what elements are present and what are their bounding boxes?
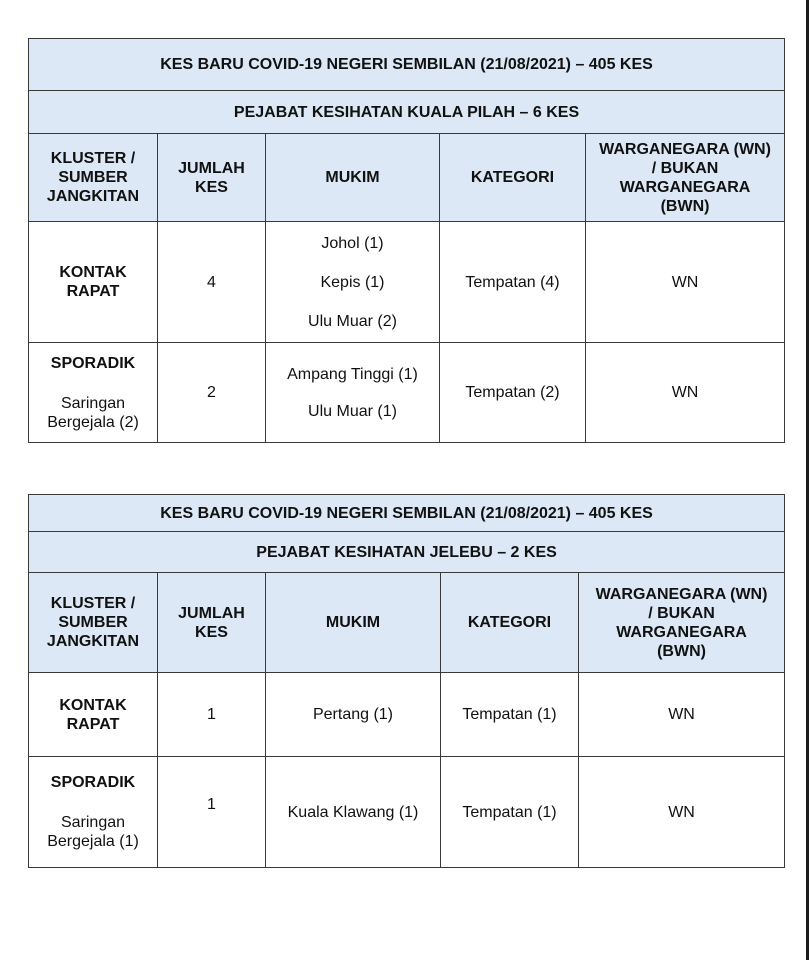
mukim-cell: Pertang (1) xyxy=(266,673,441,757)
case-table-jelebu xyxy=(28,494,785,868)
header-jumlah: JUMLAH KES xyxy=(158,134,266,222)
cluster-cell: KONTAK RAPAT xyxy=(29,222,158,343)
case-table-kuala-pilah xyxy=(28,38,785,443)
table-row xyxy=(29,757,785,868)
header-cluster: KLUSTER / SUMBER JANGKITAN xyxy=(29,134,158,222)
header-kategori: KATEGORI xyxy=(441,573,579,673)
table-row xyxy=(29,222,785,343)
header-jumlah: JUMLAH KES xyxy=(158,573,266,673)
kategori-cell: Tempatan (4) xyxy=(440,222,586,343)
mukim-cell: Ampang Tinggi (1) Ulu Muar (1) xyxy=(266,343,440,443)
kategori-cell: Tempatan (1) xyxy=(441,757,579,868)
kategori-cell: Tempatan (1) xyxy=(441,673,579,757)
office-heading: PEJABAT KESIHATAN JELEBU – 2 KES xyxy=(29,532,785,573)
header-mukim: MUKIM xyxy=(266,573,441,673)
header-warganegara: WARGANEGARA (WN) / BUKAN WARGANEGARA (BWN) xyxy=(586,134,785,222)
jumlah-cell: 4 xyxy=(158,222,266,343)
warganegara-cell: WN xyxy=(586,222,785,343)
column-header-row xyxy=(29,134,785,222)
warganegara-cell: WN xyxy=(579,757,785,868)
mukim-cell: Johol (1) Kepis (1) Ulu Muar (2) xyxy=(266,222,440,343)
office-heading: PEJABAT KESIHATAN KUALA PILAH – 6 KES xyxy=(29,91,785,134)
table-row xyxy=(29,343,785,443)
table-title: KES BARU COVID-19 NEGERI SEMBILAN (21/08/2021) – 405 KES xyxy=(29,39,785,91)
header-mukim: MUKIM xyxy=(266,134,440,222)
table-title: KES BARU COVID-19 NEGERI SEMBILAN (21/08/2021) – 405 KES xyxy=(29,495,785,532)
cluster-cell: SPORADIK Saringan Bergejala (2) xyxy=(29,343,158,443)
jumlah-cell: 1 xyxy=(158,757,266,868)
mukim-cell: Kuala Klawang (1) xyxy=(266,757,441,868)
table-row xyxy=(29,673,785,757)
jumlah-cell: 1 xyxy=(158,673,266,757)
header-kategori: KATEGORI xyxy=(440,134,586,222)
cluster-cell: KONTAK RAPAT xyxy=(29,673,158,757)
warganegara-cell: WN xyxy=(579,673,785,757)
jumlah-cell: 2 xyxy=(158,343,266,443)
kategori-cell: Tempatan (2) xyxy=(440,343,586,443)
header-warganegara: WARGANEGARA (WN) / BUKAN WARGANEGARA (BWN) xyxy=(579,573,785,673)
column-header-row xyxy=(29,573,785,673)
header-cluster: KLUSTER / SUMBER JANGKITAN xyxy=(29,573,158,673)
cluster-cell: SPORADIK Saringan Bergejala (1) xyxy=(29,757,158,868)
warganegara-cell: WN xyxy=(586,343,785,443)
